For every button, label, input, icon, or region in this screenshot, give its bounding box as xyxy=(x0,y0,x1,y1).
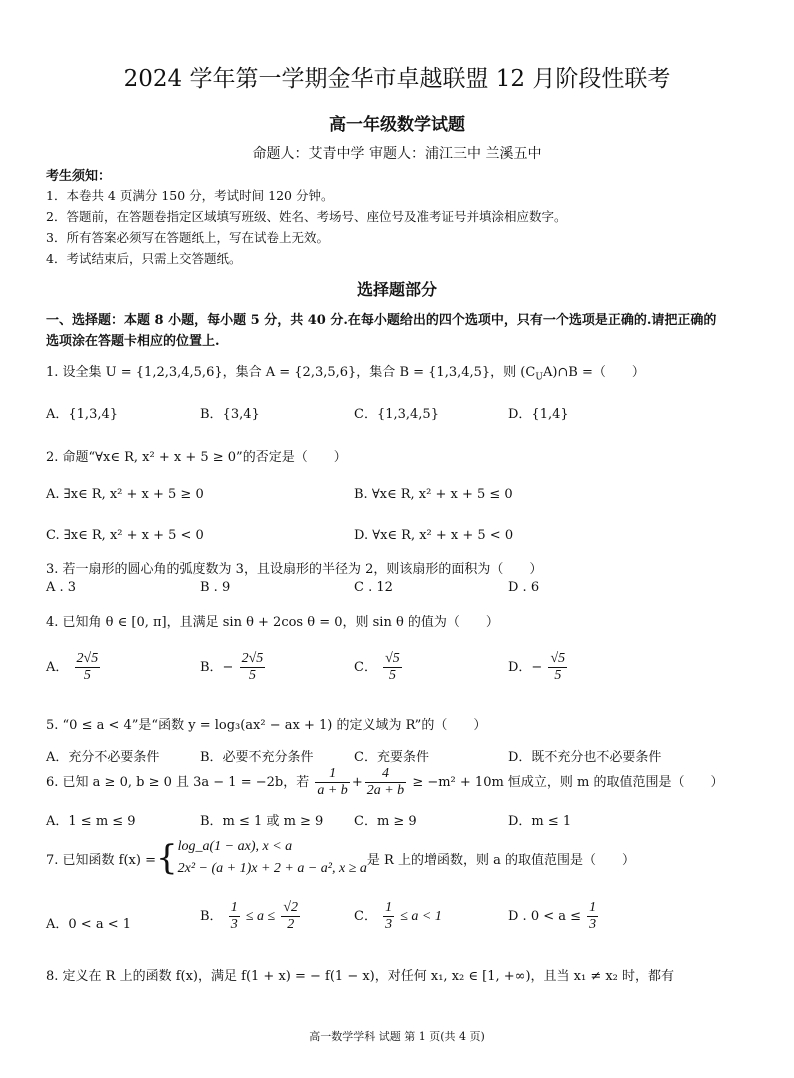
question-5-option-b: B．必要不充分条件 xyxy=(200,750,314,765)
question-3-option-a: A . 3 xyxy=(46,580,77,595)
question-7-stem-post: 是 R 上的增函数，则 a 的取值范围是（ ） xyxy=(366,852,635,868)
question-6-option-d: D．m ≤ 1 xyxy=(508,814,572,829)
question-4-option-a xyxy=(46,651,102,684)
question-3-option-c: C . 12 xyxy=(354,580,393,595)
question-1-option-c: C．{1,3,4,5} xyxy=(354,407,439,422)
inequality-middle: ≤ a ≤ xyxy=(245,909,276,924)
question-3-stem: 3. 若一扇形的圆心角的弧度数为 3，且设扇形的半径为 2，则该扇形的面积为（ ） xyxy=(46,562,543,577)
fraction-numerator: 1 xyxy=(385,900,393,915)
question-2-option-c: C. ∃x∈ R, x² + x + 5 < 0 xyxy=(46,528,204,543)
exam-subtitle: 高一年级数学试题 xyxy=(329,115,465,135)
fraction-denominator: 3 xyxy=(385,917,393,932)
question-1-option-a: A．{1,3,4} xyxy=(46,407,119,422)
notice-heading: 考生须知： xyxy=(46,169,112,184)
question-5-option-d: D．既不充分也不必要条件 xyxy=(508,750,662,765)
question-7-option-c xyxy=(354,900,442,933)
option-label: A． xyxy=(46,660,69,675)
notice-item: 1．本卷共 4 页满分 150 分，考试时间 120 分钟。 xyxy=(46,188,334,203)
question-2-option-d: D. ∀x∈ R, x² + x + 5 < 0 xyxy=(354,528,514,543)
inequality-middle: ≤ a < 1 xyxy=(400,909,442,924)
question-1-stem xyxy=(46,361,645,383)
fraction-denominator: 2 xyxy=(287,917,295,932)
notice-item: 4．考试结束后，只需上交答题纸。 xyxy=(46,251,242,266)
question-8-stem: 8. 定义在 R 上的函数 f(x)，满足 f(1 + x) = − f(1 − x)，对任何 x₁, x₂ ∈ [1, +∞)，且当 x₁ ≠ x₂ 时，都有 xyxy=(46,969,675,984)
question-6-option-c: C．m ≥ 9 xyxy=(354,814,417,829)
fraction-numerator: 1 xyxy=(230,900,238,915)
question-7-option-a: A．0 < a < 1 xyxy=(46,917,131,932)
question-5-option-c: C．充要条件 xyxy=(354,750,429,765)
question-6-stem: 6. 已知 a ≥ 0, b ≥ 0 且 3a − 1 = −2b，若 $\frac{1}{a + b}$ + $\frac{4}{2a + b}$ ≥ −m² + 10m 恒成立，则 m 的取值范围是（ ） xyxy=(46,766,724,798)
question-3-option-d: D . 6 xyxy=(508,580,540,595)
fraction-denominator: 5 xyxy=(248,668,256,683)
fraction-numerator: 1 xyxy=(589,900,597,915)
fraction-denominator: 5 xyxy=(388,668,396,683)
option-label: B．− xyxy=(200,660,234,675)
exam-authors: 命题人：艾青中学 审题人：浦江三中 兰溪五中 xyxy=(252,146,542,162)
fraction-numerator: 1 xyxy=(315,766,349,783)
fraction-numerator: 2√5 xyxy=(76,651,99,666)
question-1-stem-tail: A)∩B =（ ） xyxy=(542,365,645,380)
piecewise-case-2: 2x² − (a + 1)x + 2 + a − a², x ≥ a xyxy=(177,861,367,876)
fraction-numerator: √5 xyxy=(385,651,400,666)
question-7-stem-pre: 7. 已知函数 f(x) = xyxy=(46,852,156,868)
fraction-denominator: 5 xyxy=(554,668,562,683)
section-instruction-line2: 选项涂在答题卡相应的位置上. xyxy=(46,334,220,349)
question-6-stem-pre: 6. 已知 a ≥ 0, b ≥ 0 且 3a − 1 = −2b，若 xyxy=(46,775,310,790)
fraction-denominator: 2a + b xyxy=(366,783,405,798)
fraction-numerator: √2 xyxy=(283,900,299,915)
fraction-numerator: 2√5 xyxy=(241,651,264,666)
fraction-denominator: 3 xyxy=(230,917,238,932)
piecewise-case-1: log_a(1 − ax), x < a xyxy=(177,839,293,854)
option-label: D．− xyxy=(508,660,543,675)
question-6-option-b: B．m ≤ 1 或 m ≥ 9 xyxy=(200,814,324,829)
fraction-denominator: 5 xyxy=(83,668,91,683)
question-7-option-d xyxy=(508,900,600,933)
question-1-stem-subscript: U xyxy=(535,372,543,383)
page-footer: 高一数学学科 试题 第 1 页(共 4 页) xyxy=(309,1030,485,1043)
question-6-stem-post: ≥ −m² + 10m 恒成立，则 m 的取值范围是（ ） xyxy=(412,775,724,790)
question-4-stem: 4. 已知角 θ ∈ [0, π]，且满足 sin θ + 2cos θ = 0，则 sin θ 的值为（ ） xyxy=(46,615,499,630)
question-7-option-b xyxy=(200,900,302,933)
option-label: B． xyxy=(200,909,223,924)
question-1-option-b: B．{3,4} xyxy=(200,407,260,422)
fraction-numerator: √5 xyxy=(550,651,566,666)
question-2-option-b: B. ∀x∈ R, x² + x + 5 ≤ 0 xyxy=(354,487,513,502)
section-instruction-line1: 一、选择题：本题 8 小题，每小题 5 分，共 40 分.在每小题给出的四个选项中，只有一个选项是正确的.请把正确的 xyxy=(46,313,717,328)
option-label: C． xyxy=(354,660,377,675)
notice-item: 2．答题前，在答题卷指定区域填写班级、姓名、考场号、座位号及准考证号并填涂相应数字。 xyxy=(46,209,567,224)
question-3-option-b: B . 9 xyxy=(200,580,231,595)
fraction-numerator: 4 xyxy=(365,766,406,783)
question-4-option-d xyxy=(508,651,569,684)
question-2-option-a: A. ∃x∈ R, x² + x + 5 ≥ 0 xyxy=(46,487,204,502)
question-4-option-b xyxy=(200,651,267,684)
left-brace-icon: { xyxy=(155,838,178,878)
fraction-denominator: a + b xyxy=(317,783,348,798)
piecewise-cases xyxy=(178,836,367,880)
notice-item: 3．所有答案必须写在答题纸上，写在试卷上无效。 xyxy=(46,230,329,245)
question-4-option-c xyxy=(354,651,404,684)
question-7-stem xyxy=(46,836,635,880)
question-1-option-d: D．{1,4} xyxy=(508,407,569,422)
option-label: C． xyxy=(354,909,377,924)
section-title: 选择题部分 xyxy=(356,280,437,299)
fraction-denominator: 3 xyxy=(589,917,597,932)
exam-title: 2024 学年第一学期金华市卓越联盟 12 月阶段性联考 xyxy=(123,66,671,92)
question-2-stem: 2. 命题“∀x∈ R, x² + x + 5 ≥ 0”的否定是（ ） xyxy=(46,450,347,465)
question-6-option-a: A．1 ≤ m ≤ 9 xyxy=(46,814,136,829)
question-1-stem-text: 1. 设全集 U = {1,2,3,4,5,6}，集合 A = {2,3,5,6}，集合 B = {1,3,4,5}，则 (C xyxy=(46,365,536,380)
question-5-option-a: A．充分不必要条件 xyxy=(46,750,160,765)
question-5-stem: 5. “0 ≤ a < 4”是“函数 y = log₃(ax² − ax + 1) 的定义域为 R”的（ ） xyxy=(46,718,487,733)
option-label: D . 0 < a ≤ xyxy=(508,909,582,924)
